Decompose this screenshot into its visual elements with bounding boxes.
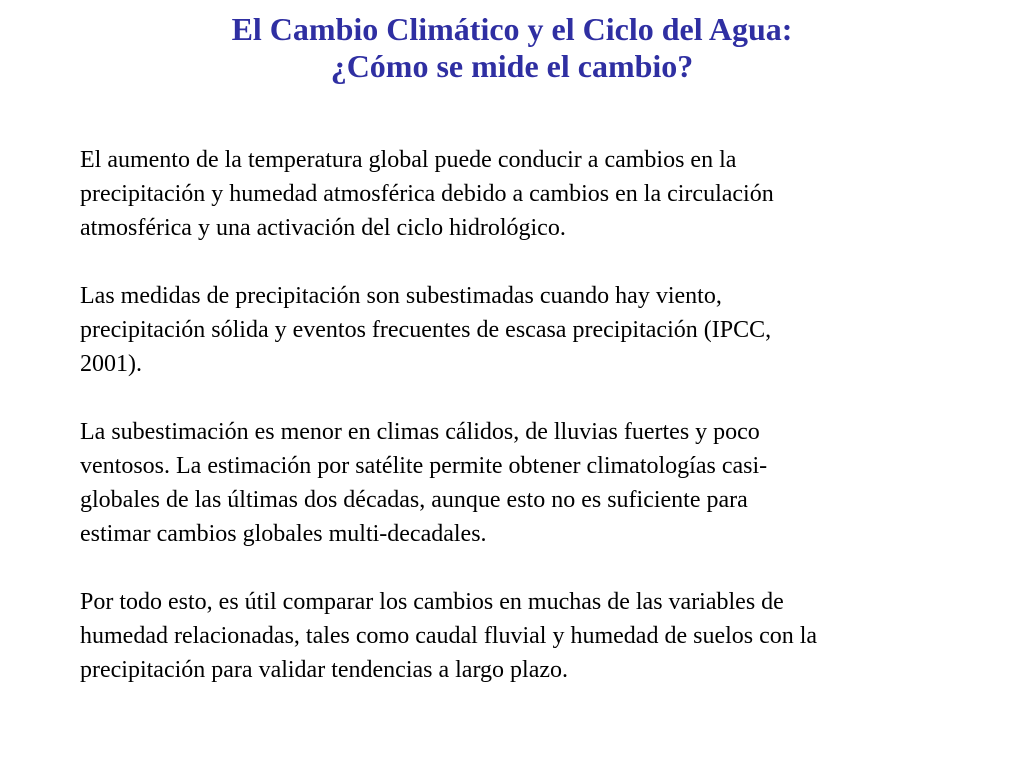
- paragraph-line: globales de las últimas dos décadas, aunque esto no es suficiente para: [80, 487, 748, 513]
- paragraph-temperature: [80, 143, 970, 245]
- paragraph-conclusion: [80, 585, 970, 687]
- paragraph-line: Las medidas de precipitación son subestimadas cuando hay viento,: [80, 283, 722, 309]
- paragraph-line: estimar cambios globales multi-decadales.: [80, 521, 487, 547]
- paragraph-line: precipitación y humedad atmosférica debido a cambios en la circulación: [80, 181, 774, 207]
- paragraph-underestimation: [80, 415, 970, 551]
- title-line-2: ¿Cómo se mide el cambio?: [330, 48, 694, 84]
- paragraph-line: atmosférica y una activación del ciclo hidrológico.: [80, 215, 566, 241]
- paragraph-line: La subestimación es menor en climas cálidos, de lluvias fuertes y poco: [80, 419, 760, 445]
- paragraph-line: Por todo esto, es útil comparar los cambios en muchas de las variables de: [80, 589, 784, 615]
- paragraph-line: ventosos. La estimación por satélite permite obtener climatologías casi-: [80, 453, 768, 479]
- paragraph-line: humedad relacionadas, tales como caudal fluvial y humedad de suelos con la: [80, 623, 818, 649]
- slide-body: [80, 143, 970, 721]
- paragraph-line: 2001).: [80, 351, 142, 377]
- paragraph-line: El aumento de la temperatura global puede conducir a cambios en la: [80, 147, 737, 173]
- slide-title: [0, 11, 1024, 85]
- paragraph-line: precipitación para validar tendencias a largo plazo.: [80, 657, 568, 683]
- paragraph-measurements: [80, 279, 970, 381]
- title-line-1: El Cambio Climático y el Ciclo del Agua:: [231, 11, 793, 47]
- paragraph-line: precipitación sólida y eventos frecuentes de escasa precipitación (IPCC,: [80, 317, 772, 343]
